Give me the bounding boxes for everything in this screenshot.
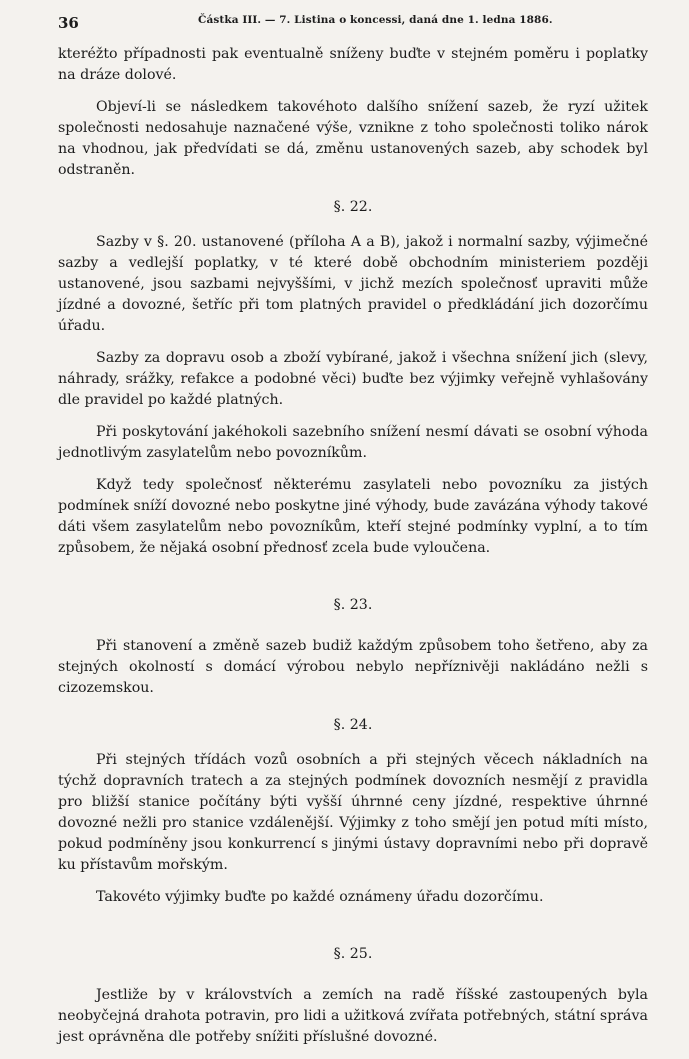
paragraph: Sazby v §. 20. ustanovené (příloha A a B), jakož i normalní sazby, výjimečné sazby a vedlejší poplatky, v té které době obchodním ministeriem později ustanovené, jsou sazbami nejvyššími, v jichž mezích společnosť upraviti může jízdné a dovozné, šetříc při tom platných pravidel o předkládání jich dozorčímu úřadu. [58,234,648,334]
paragraph: Při stanovení a změně sazeb budiž každým způsobem toho šetřeno, aby za stejných okolností s domácí výrobou nebylo nepříznivěji nakládáno nežli s cizozemskou. [58,638,648,696]
paragraph: kteréžto případnosti pak eventualně sníženy buďte v stejném poměru i poplatky na dráze dolové. [58,46,648,83]
paragraph: Když tedy společnosť některému zasylateli nebo povozníku za jistých podmínek sníží dovozné nebo poskytne jiné výhody, bude zavázána výhody takové dáti všem zasylatelům nebo povozníkům, kteří stejné podmínky vyplní, a to tím způsobem, že nějaká osobní přednosť zcela bude vyloučena. [58,477,648,556]
section-heading-25: §. 25. [333,946,373,962]
paragraph: Takovéto výjimky buďte po každé oznámeny úřadu dozorčímu. [96,889,544,905]
page-header [58,12,648,34]
section-heading-23: §. 23. [333,597,373,613]
paragraph: Při poskytování jakéhokoli sazebního snížení nesmí dávati se osobní výhoda jednotlivým zasylatelům nebo povozníkům. [58,424,648,461]
paragraph: Při stejných třídách vozů osobních a při stejných věcech nákladních na týchž dopravních tratech a za stejných podmínek dovozních nesmějí z pravidla pro bližší stanice počítány býti vyšší úhrnné ceny jízdné, respektive úhrnné dovozné nežli pro stanice vzdálenější. Výjimky z toho smějí jen potud míti místo, pokud podmíněny jsou konkurrencí s jinými ústavy dopravními nebo při dopravě ku přístavům mořským. [58,752,648,873]
paragraph: Jestliže by v královstvích a zemích na radě říšské zastoupených byla neobyčejná drahota potravin, pro lidi a užitková zvířata potřebných, státní správa jest oprávněna dle potřeby snížiti příslušné dovozné. [58,987,648,1045]
paragraph: Objeví-li se následkem takovéhoto dalšího snížení sazeb, že ryzí užitek společnosti nedosahuje naznačené výše, vznikne z toho společnosti toliko nárok na vhodnou, jak předvídati se dá, změnu ustanovených sazeb, aby schodek byl odstraněn. [58,99,648,178]
section-heading-22: §. 22. [333,199,373,215]
page-number: 36 [58,14,79,32]
running-head: Částka III. — 7. Listina o koncessi, daná dne 1. ledna 1886. [198,14,553,26]
paragraph: Sazby za dopravu osob a zboží vybírané, jakož i všechna snížení jich (slevy, náhrady, srážky, refakce a podobné věci) buďte bez výjimky veřejně vyhlašovány dle pravidel po každé platných. [58,350,648,408]
body-text [58,44,648,1059]
section-heading-24: §. 24. [333,717,373,733]
